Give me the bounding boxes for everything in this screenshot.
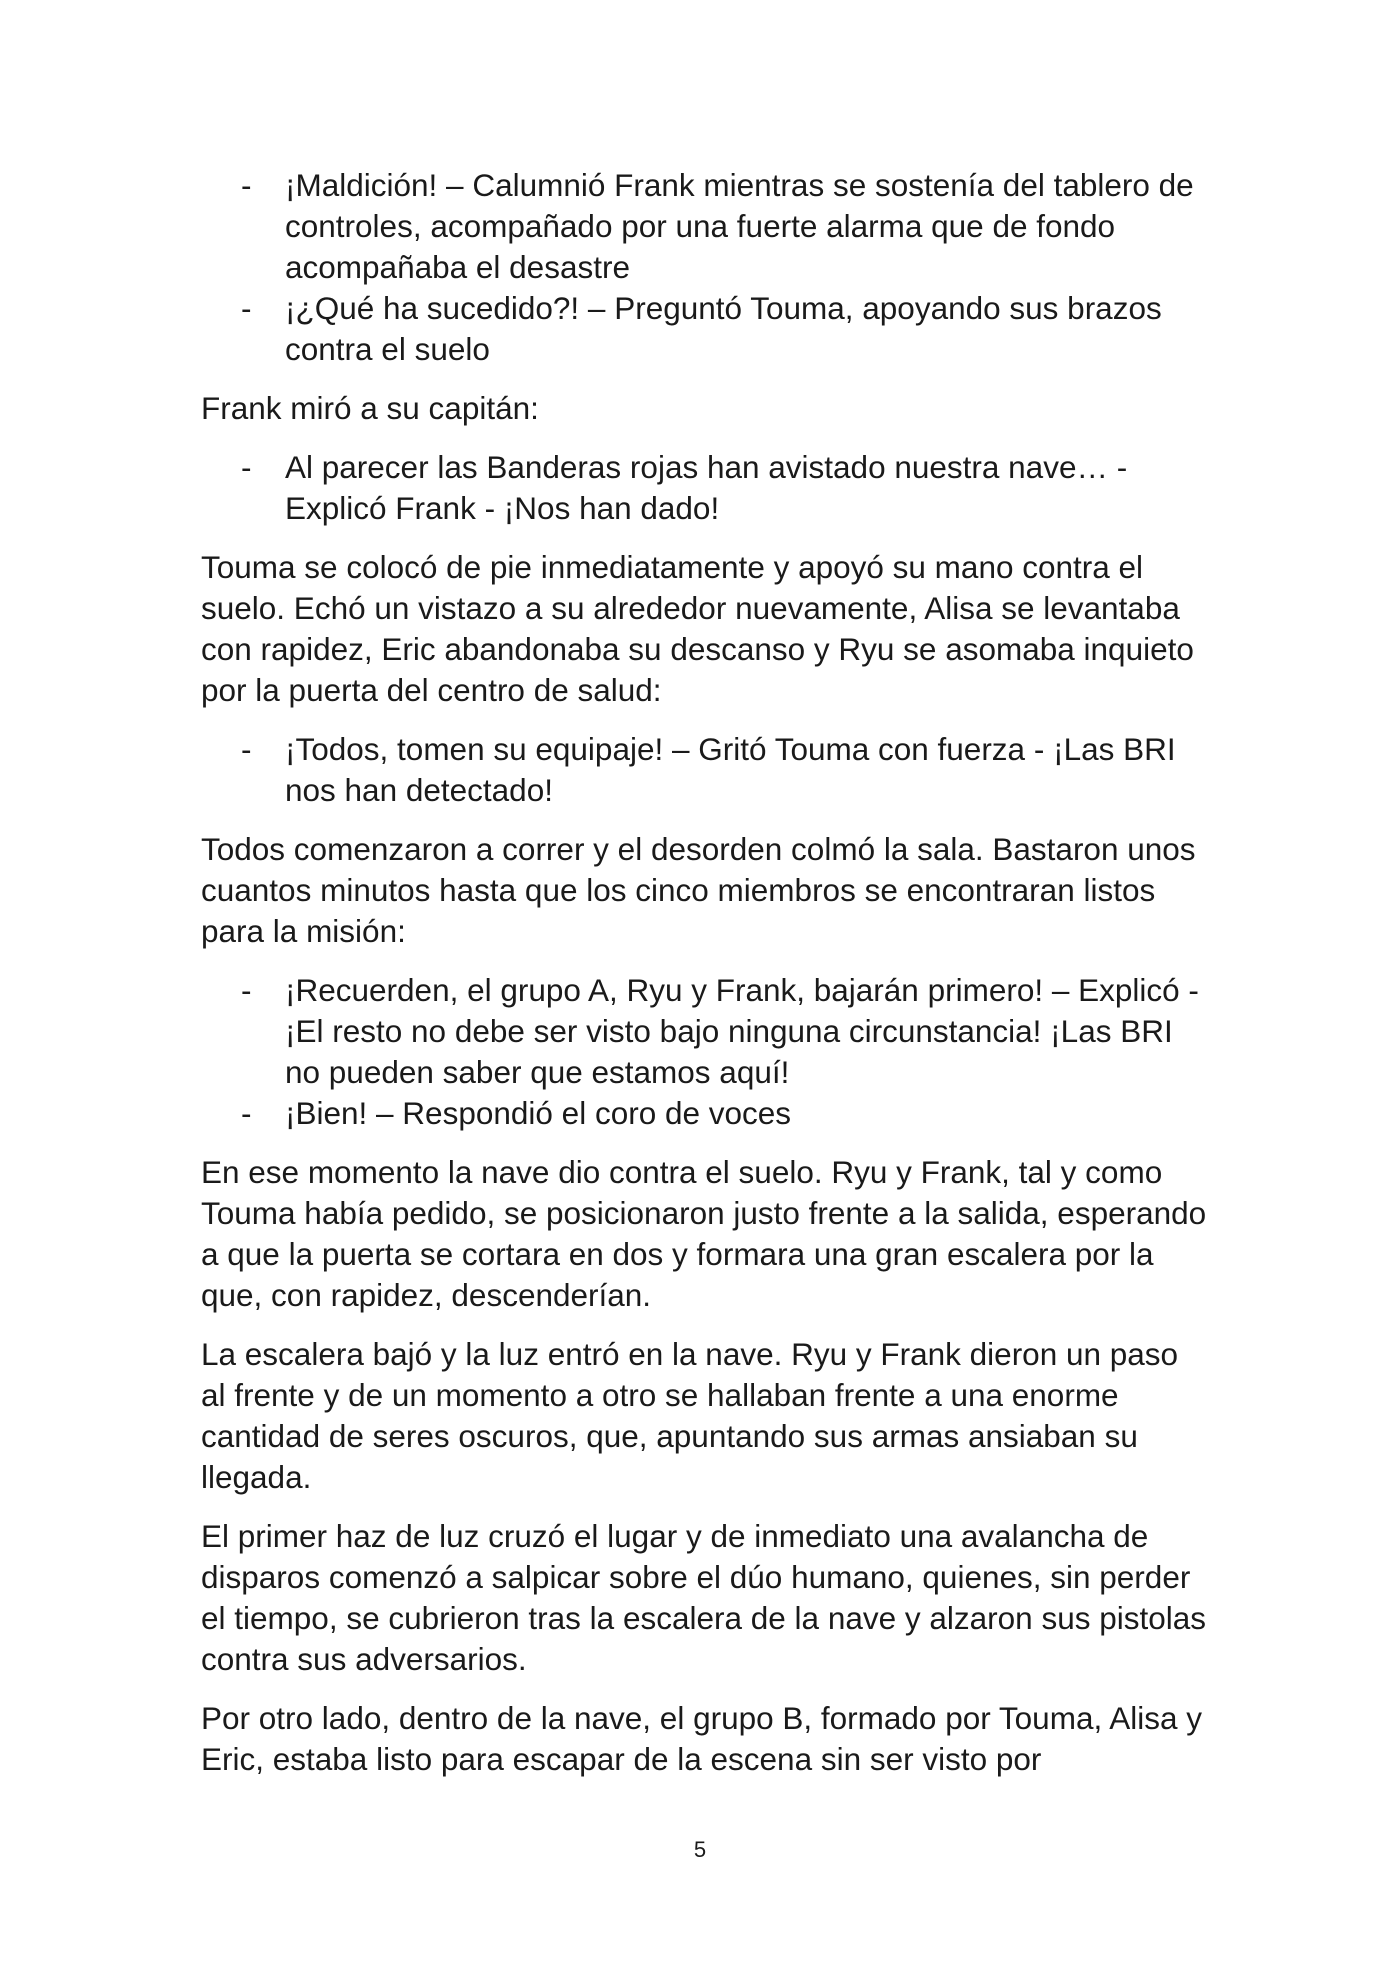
dialogue-line [201,447,1211,529]
dialogue-line [201,288,1211,370]
dialogue-dash: - [241,972,252,1008]
paragraph: Todos comenzaron a correr y el desorden colmó la sala. Bastaron unos cuantos minutos hasta que los cinco miembros se encontraran listos para la misión: [201,831,1196,949]
dialogue-line [201,970,1211,1093]
paragraph: En ese momento la nave dio contra el suelo. Ryu y Frank, tal y como Touma había pedido, se posicionaron justo frente a la salida, esperando a que la puerta se cortara en dos y formara una gran escalera por la que, con rapidez, descenderían. [201,1154,1207,1313]
dialogue-dash: - [241,290,252,326]
dialogue-line [201,729,1211,811]
paragraph: El primer haz de luz cruzó el lugar y de inmediato una avalancha de disparos comenzó a salpicar sobre el dúo humano, quienes, sin perder el tiempo, se cubrieron tras la escalera de la nave y alzaron sus pistolas contra sus adversarios. [201,1518,1207,1677]
page-body [201,165,1211,1798]
paragraph: Touma se colocó de pie inmediatamente y apoyó su mano contra el suelo. Echó un vistazo a su alrededor nuevamente, Alisa se levantaba con rapidez, Eric abandonaba su descanso y Ryu se asomaba inquieto por la puerta del centro de salud: [201,549,1194,708]
page-number: 5 [693,1837,707,1862]
dialogue-text: ¡Maldición! – Calumnió Frank mientras se sostenía del tablero de controles, acompañado por una fuerte alarma que de fondo acompañaba el desastre [285,167,1194,285]
paragraph: Por otro lado, dentro de la nave, el grupo B, formado por Touma, Alisa y Eric, estaba listo para escapar de la escena sin ser visto por [201,1700,1203,1777]
dialogue-block [201,165,1211,370]
paragraph: La escalera bajó y la luz entró en la nave. Ryu y Frank dieron un paso al frente y de un momento a otro se hallaban frente a una enorme cantidad de seres oscuros, que, apuntando sus armas ansiaban su llegada. [201,1336,1179,1495]
dialogue-text: ¡¿Qué ha sucedido?! – Preguntó Touma, apoyando sus brazos contra el suelo [285,290,1162,367]
dialogue-dash: - [241,1095,252,1131]
dialogue-dash: - [241,731,252,767]
dialogue-block [201,970,1211,1134]
dialogue-text: ¡Bien! – Respondió el coro de voces [285,1095,792,1131]
dialogue-block [201,447,1211,529]
dialogue-block [201,729,1211,811]
dialogue-text: ¡Todos, tomen su equipaje! – Gritó Touma con fuerza - ¡Las BRI nos han detectado! [285,731,1176,808]
dialogue-text: ¡Recuerden, el grupo A, Ryu y Frank, bajarán primero! – Explicó - ¡El resto no debe ser visto bajo ninguna circunstancia! ¡Las BRI no pueden saber que estamos aquí! [285,972,1199,1090]
paragraph: Frank miró a su capitán: [201,390,539,426]
dialogue-line [201,165,1211,288]
dialogue-dash: - [241,167,252,203]
dialogue-dash: - [241,449,252,485]
dialogue-line [201,1093,1211,1134]
dialogue-text: Al parecer las Banderas rojas han avistado nuestra nave… - Explicó Frank - ¡Nos han dado! [285,449,1128,526]
